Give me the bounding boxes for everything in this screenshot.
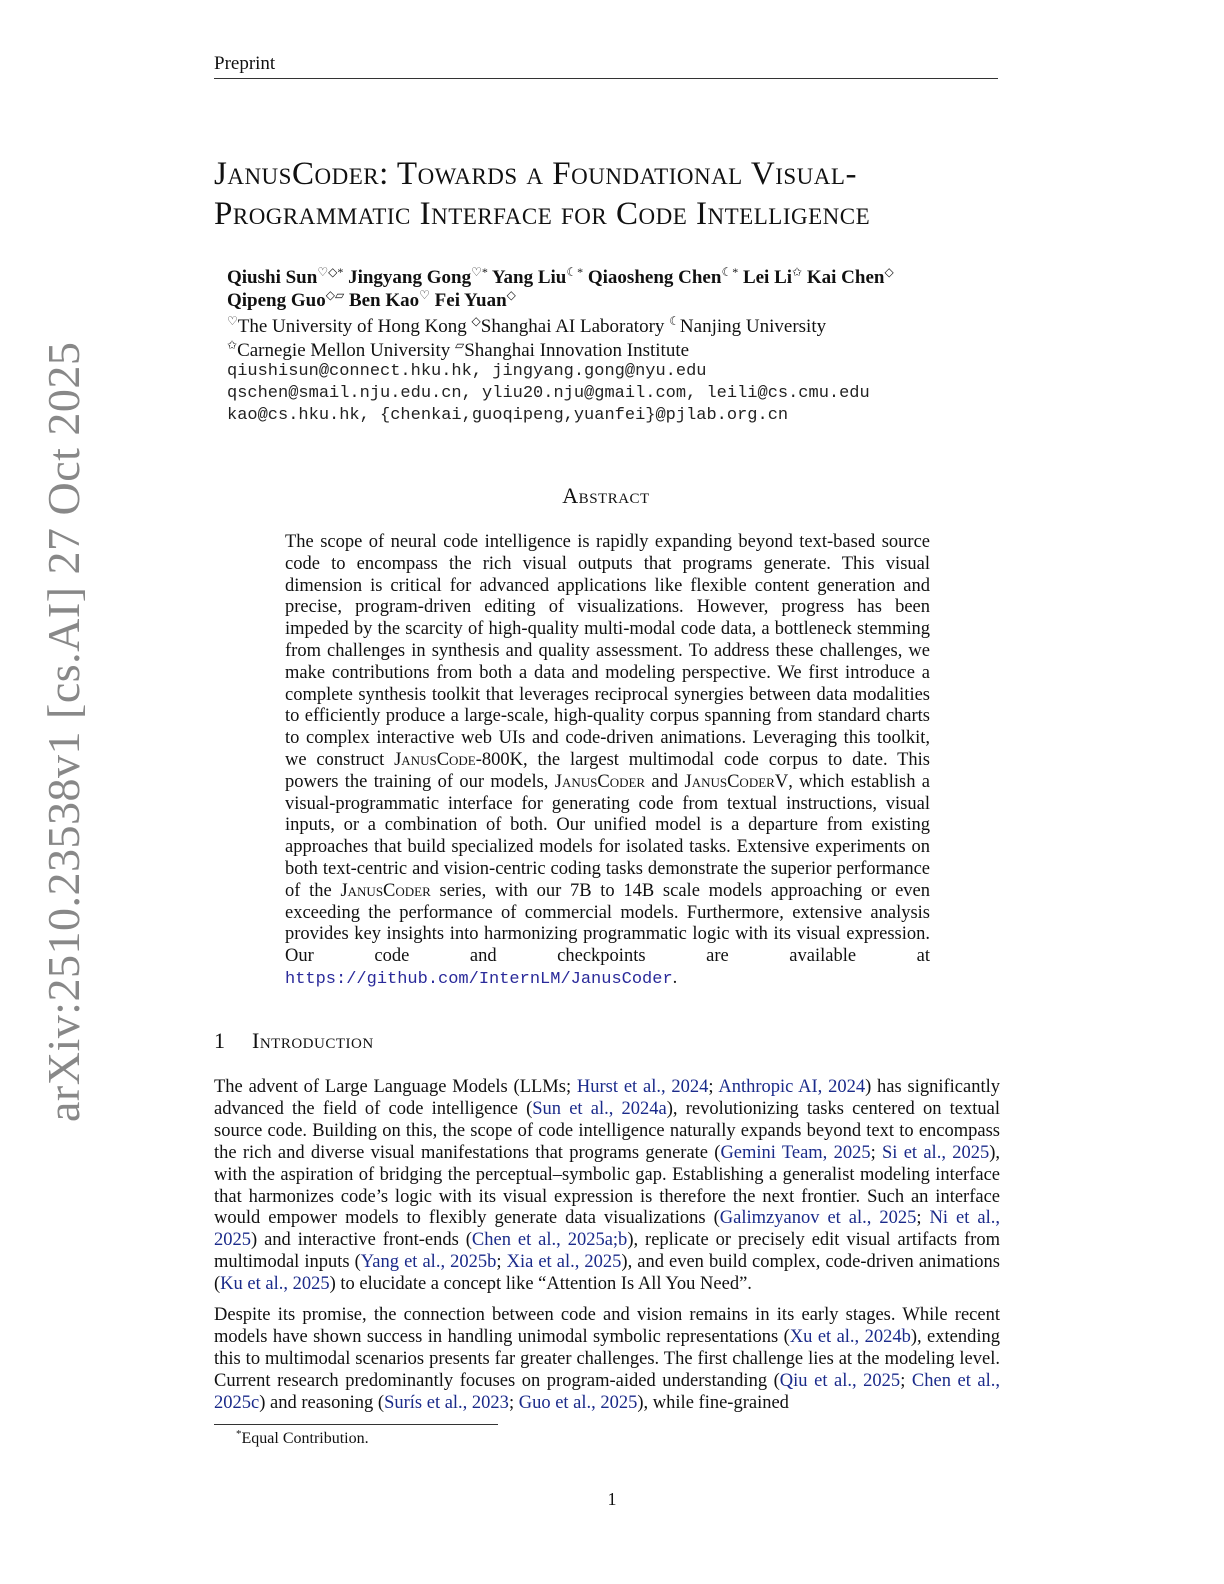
author-mark: ◇ <box>884 265 894 279</box>
abstract-text: series, with our 7B to 14B scale models approaching or even exceeding the performance of commercial models. Furthermore, extensive analysis provides key insights into harmonizing programmatic logic with its visual expression. Our code and checkpoints are available at <box>285 880 930 967</box>
abstract-text: . <box>672 967 678 988</box>
paragraph-text: Despite its promise, the connection between code and vision remains in its early stages. While recent models have shown success in handling unimodal symbolic representations ( <box>214 1305 1000 1347</box>
author-mark: ☾* <box>566 265 584 279</box>
paragraph-text: ), while fine-grained <box>637 1392 789 1413</box>
section-heading-introduction <box>214 1028 998 1054</box>
paragraph-text: The advent of Large Language Models (LLMs; <box>214 1077 577 1097</box>
paragraph-text: ; <box>900 1370 912 1391</box>
citation-link[interactable]: Surís et al., 2023 <box>384 1392 509 1413</box>
author-mark: ☾* <box>721 265 739 279</box>
citation-link[interactable]: Chen et al., 2025a;b <box>471 1230 628 1251</box>
author-line-1 <box>227 266 1007 289</box>
citation-link[interactable]: Guo et al., 2025 <box>518 1392 638 1413</box>
affiliation-mark: ◇ <box>471 314 481 328</box>
abstract-heading: Abstract <box>562 483 650 508</box>
abstract-text: and <box>645 771 685 792</box>
affiliation: Carnegie Mellon University <box>237 340 455 361</box>
paragraph-text: ) to elucidate a concept like “Attention Is All You Need”. <box>329 1274 752 1295</box>
affiliation-mark: ✩ <box>227 338 238 352</box>
paragraph-text: ; <box>916 1208 930 1229</box>
affiliation: Shanghai AI Laboratory <box>480 316 670 337</box>
author-name: Fei Yuan <box>434 290 507 311</box>
author-mark: ♡ <box>419 288 430 302</box>
paragraph-text: ) and interactive front-ends ( <box>251 1230 472 1251</box>
author-mark: ✩ <box>792 265 803 279</box>
citation-link[interactable]: Qiu et al., 2025 <box>779 1370 901 1391</box>
arxiv-sidebar <box>0 0 89 1122</box>
paragraph-text: ; <box>708 1077 719 1097</box>
citation-link[interactable]: Ni et al., 2025 <box>214 1208 1000 1251</box>
paragraph-text: ; <box>496 1252 507 1273</box>
paragraph-2 <box>214 1305 1000 1415</box>
citation-link[interactable]: Chen et al., 2025c <box>214 1370 1001 1413</box>
author-list <box>227 266 1007 312</box>
author-mark: ♡◇* <box>317 265 344 279</box>
model-name: JanusCoder <box>554 771 646 792</box>
abstract-text: , the largest multimodal code corpus to date. This powers the training of our models, <box>285 749 930 792</box>
citation-link[interactable]: Hurst et al., 2024 <box>576 1077 709 1097</box>
paragraph-text: ), and even build complex, code-driven animations ( <box>214 1252 1001 1295</box>
email-line-1[interactable]: qiushisun@connect.hku.hk, jingyang.gong@nyu.edu <box>227 362 707 381</box>
affiliation: Shanghai Innovation Institute <box>464 340 690 361</box>
title-line-1: JanusCoder: Towards a Foundational Visual- <box>214 156 857 192</box>
section-number: 1 <box>214 1028 226 1053</box>
footnote-rule <box>214 1424 498 1425</box>
author-name: Lei Li <box>742 267 793 288</box>
paper-title <box>214 154 1014 234</box>
abstract-body <box>285 532 930 991</box>
affiliation: The University of Hong Kong <box>237 316 472 337</box>
footnote-mark: * <box>236 1428 242 1440</box>
paragraph-text: ), extending this to multimodal scenarios presents far greater challenges. The first challenge lies at the modeling level. Current research predominantly focuses on program-aided understanding ( <box>214 1326 1000 1391</box>
author-emails <box>227 361 1007 427</box>
author-name: Ben Kao <box>348 290 420 311</box>
paragraph-text: ; <box>870 1142 883 1163</box>
corpus-name: JanusCode-800K <box>394 749 524 770</box>
affiliations <box>227 315 1007 363</box>
author-name: Yang Liu <box>491 267 567 288</box>
author-name: Jingyang Gong <box>348 267 472 288</box>
abstract-text: , which establish a visual-programmatic interface for generating code from textual instructions, visual inputs, or a combination of both. Our unified model is a departure from existing approaches that build specialized models for isolated tasks. Extensive experiments on both text-centric and vision-centric coding tasks demonstrate the superior performance of the <box>285 771 930 901</box>
paragraph-text: ) has significantly advanced the field of code intelligence ( <box>214 1077 1000 1119</box>
running-header: Preprint <box>214 52 998 79</box>
paragraph-1 <box>214 1077 1000 1296</box>
citation-link[interactable]: Xia et al., 2025 <box>506 1252 622 1273</box>
abstract-text: The scope of neural code intelligence is rapidly expanding beyond text-based source code to encompass the rich visual outputs that programs generate. This visual dimension is critical for advanced applications like flexible content generation and precise, program-driven editing of visualizations. However, progress has been impeded by the scarcity of high-quality multi-modal code data, a bottleneck stemming from challenges in synthesis and quality assessment. To address these challenges, we make contributions from both a data and modeling perspective. We first introduce a complete synthesis toolkit that leverages reciprocal synergies between data modalities to efficiently produce a large-scale, high-quality corpus spanning from standard charts to complex interactive web UIs and code-driven animations. Leveraging this toolkit, we construct <box>285 532 930 770</box>
citation-link[interactable]: Sun et al., 2024a <box>532 1098 667 1119</box>
author-mark: ◇▱ <box>325 288 345 302</box>
section-title: Introduction <box>252 1028 374 1053</box>
paragraph-text: ), with the aspiration of bridging the perceptual–symbolic gap. Establishing a generalist modeling interface that harmonizes code’s logic with its visual expression is therefore the next frontier. Such an interface would empower models to flexibly generate data visualizations ( <box>214 1142 1001 1229</box>
affiliation-mark: ♡ <box>227 314 238 328</box>
arxiv-stamp: arXiv:2510.23538v1 [cs.AI] 27 Oct 2025 <box>38 341 89 1122</box>
citation-link[interactable]: Anthropic AI, 2024 <box>718 1077 866 1097</box>
introduction-body <box>214 1077 1000 1424</box>
author-name: Qipeng Guo <box>227 290 326 311</box>
email-line-2[interactable]: qschen@smail.nju.edu.cn, yliu20.nju@gmail.com, leili@cs.cmu.edu <box>227 384 870 403</box>
affiliation-mark: ▱ <box>455 338 465 352</box>
footnote-text: Equal Contribution. <box>241 1430 369 1447</box>
footnote <box>236 1429 736 1449</box>
citation-link[interactable]: Si et al., 2025 <box>882 1142 990 1163</box>
citation-link[interactable]: Ku et al., 2025 <box>220 1274 330 1295</box>
author-mark: ♡* <box>471 265 488 279</box>
paragraph-text: ), replicate or precisely edit visual artifacts from multimodal inputs ( <box>214 1230 1000 1273</box>
author-name: Kai Chen <box>806 267 885 288</box>
paragraph-text: ) and reasoning ( <box>259 1392 385 1413</box>
model-name: JanusCoderV <box>684 771 789 792</box>
author-name: Qiaosheng Chen <box>587 267 722 288</box>
author-name: Qiushi Sun <box>227 267 318 288</box>
citation-link[interactable]: Gemini Team, 2025 <box>720 1142 871 1163</box>
citation-link[interactable]: Xu et al., 2024b <box>789 1326 911 1347</box>
author-line-2 <box>227 289 1007 312</box>
paragraph-text: ; <box>508 1392 519 1413</box>
paragraph-text: ), revolutionizing tasks centered on textual source code. Building on this, the scope of code intelligence naturally expands beyond text to encompass the rich and diverse visual manifestations that programs generate ( <box>214 1098 1000 1163</box>
email-line-3[interactable]: kao@cs.hku.hk, {chenkai,guoqipeng,yuanfei}@pjlab.org.cn <box>227 406 789 425</box>
model-name: JanusCoder <box>340 880 431 901</box>
citation-link[interactable]: Yang et al., 2025b <box>360 1252 497 1273</box>
affiliation: Nanjing University <box>679 316 827 337</box>
author-mark: ◇ <box>506 288 516 302</box>
title-line-2: Programmatic Interface for Code Intelligence <box>214 196 871 232</box>
citation-link[interactable]: Galimzyanov et al., 2025 <box>719 1208 917 1229</box>
affiliation-line-2 <box>227 339 1007 363</box>
page-number: 1 <box>607 1489 617 1509</box>
affiliation-mark: ☾ <box>669 314 680 328</box>
affiliation-line-1 <box>227 315 1007 339</box>
repo-link[interactable]: https://github.com/InternLM/JanusCoder <box>285 969 673 989</box>
